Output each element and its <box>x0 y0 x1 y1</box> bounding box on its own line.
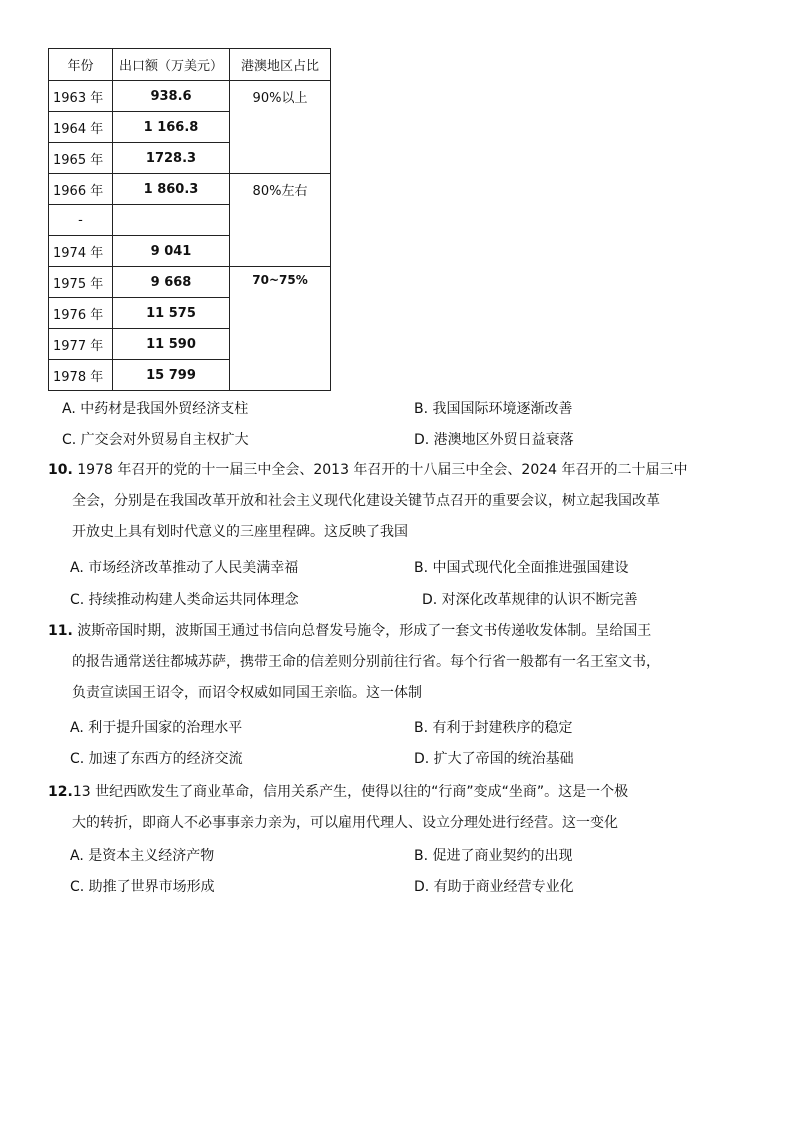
year-cell: 1964 年 <box>49 112 113 143</box>
year-cell: 1965 年 <box>49 143 113 174</box>
question-10 <box>48 455 748 548</box>
table-row <box>49 267 331 298</box>
export-cell <box>113 205 230 236</box>
question-text: 波斯帝国时期，波斯国王通过书信向总督发号施令，形成了一套文书传递收发体制。呈给国王 <box>77 623 652 639</box>
q9-option-c[interactable]: C. 广交会对外贸易自主权扩大 <box>62 432 249 448</box>
year-cell: 1963 年 <box>49 81 113 112</box>
table-row <box>49 174 331 205</box>
question-12-line-1 <box>48 777 748 808</box>
q9-option-d[interactable]: D. 港澳地区外贸日益衰落 <box>414 432 574 448</box>
q12-option-d[interactable]: D. 有助于商业经营专业化 <box>414 879 574 895</box>
q12-option-c[interactable]: C. 助推了世界市场形成 <box>70 879 215 895</box>
year-cell: 1975 年 <box>49 267 113 298</box>
export-cell: 11 590 <box>113 329 230 360</box>
q12-option-a[interactable]: A. 是资本主义经济产物 <box>70 848 215 864</box>
q10-option-c[interactable]: C. 持续推动构建人类命运共同体理念 <box>70 592 299 608</box>
share-cell: 90%以上 <box>230 81 331 174</box>
question-10-line-1 <box>48 455 748 486</box>
question-text: 13 世纪西欧发生了商业革命，信用关系产生，使得以往的“行商”变成“坐商”。这是一个极 <box>72 784 629 800</box>
question-11-line-3: 负责宣读国王诏令，而诏令权威如同国王亲临。这一体制 <box>72 685 422 701</box>
header-export-amount: 出口额（万美元） <box>113 49 230 81</box>
question-10-line-3: 开放史上具有划时代意义的三座里程碑。这反映了我国 <box>72 524 408 540</box>
table-row <box>49 81 331 112</box>
q10-option-b[interactable]: B. 中国式现代化全面推进强国建设 <box>414 560 629 576</box>
export-cell: 9 668 <box>113 267 230 298</box>
export-cell: 938.6 <box>113 81 230 112</box>
export-cell: 15 799 <box>113 360 230 391</box>
question-11-line-2: 的报告通常送往都城苏萨，携带王命的信差则分别前往行省。每个行省一般都有一名王室文书， <box>72 654 660 670</box>
year-cell: 1976 年 <box>49 298 113 329</box>
year-cell: 1974 年 <box>49 236 113 267</box>
question-11-line-1 <box>48 616 748 647</box>
q9-option-a[interactable]: A. 中药材是我国外贸经济支柱 <box>62 401 249 417</box>
year-cell: - <box>49 205 113 236</box>
header-year: 年份 <box>49 49 113 81</box>
q11-option-c[interactable]: C. 加速了东西方的经济交流 <box>70 751 243 767</box>
year-cell: 1978 年 <box>49 360 113 391</box>
question-number: 12. <box>48 784 73 800</box>
q11-option-a[interactable]: A. 利于提升国家的治理水平 <box>70 720 243 736</box>
question-number: 11. <box>48 623 73 639</box>
export-cell: 1 166.8 <box>113 112 230 143</box>
export-cell: 1728.3 <box>113 143 230 174</box>
export-cell: 1 860.3 <box>113 174 230 205</box>
header-hk-macao-share: 港澳地区占比 <box>230 49 331 81</box>
question-text: 1978 年召开的党的十一届三中全会、2013 年召开的十八届三中全会、2024 年召开的二十届三中 <box>77 462 688 478</box>
table-header-row <box>49 49 331 81</box>
q12-option-b[interactable]: B. 促进了商业契约的出现 <box>414 848 573 864</box>
export-data-table <box>48 48 331 391</box>
q11-option-b[interactable]: B. 有利于封建秩序的稳定 <box>414 720 573 736</box>
q10-option-d[interactable]: D. 对深化改革规律的认识不断完善 <box>422 592 638 608</box>
question-12 <box>48 777 748 839</box>
question-12-line-2: 大的转折，即商人不必事事亲力亲为，可以雇用代理人、设立分理处进行经营。这一变化 <box>72 815 618 831</box>
year-cell: 1966 年 <box>49 174 113 205</box>
share-cell: 70~75% <box>230 267 331 391</box>
q9-option-b[interactable]: B. 我国国际环境逐渐改善 <box>414 401 573 417</box>
share-cell: 80%左右 <box>230 174 331 267</box>
q10-option-a[interactable]: A. 市场经济改革推动了人民美满幸福 <box>70 560 299 576</box>
question-11 <box>48 616 748 709</box>
year-cell: 1977 年 <box>49 329 113 360</box>
export-cell: 11 575 <box>113 298 230 329</box>
question-10-line-2: 全会，分别是在我国改革开放和社会主义现代化建设关键节点召开的重要会议，树立起我国改革 <box>72 493 660 509</box>
question-number: 10. <box>48 462 73 478</box>
q11-option-d[interactable]: D. 扩大了帝国的统治基础 <box>414 751 574 767</box>
export-cell: 9 041 <box>113 236 230 267</box>
